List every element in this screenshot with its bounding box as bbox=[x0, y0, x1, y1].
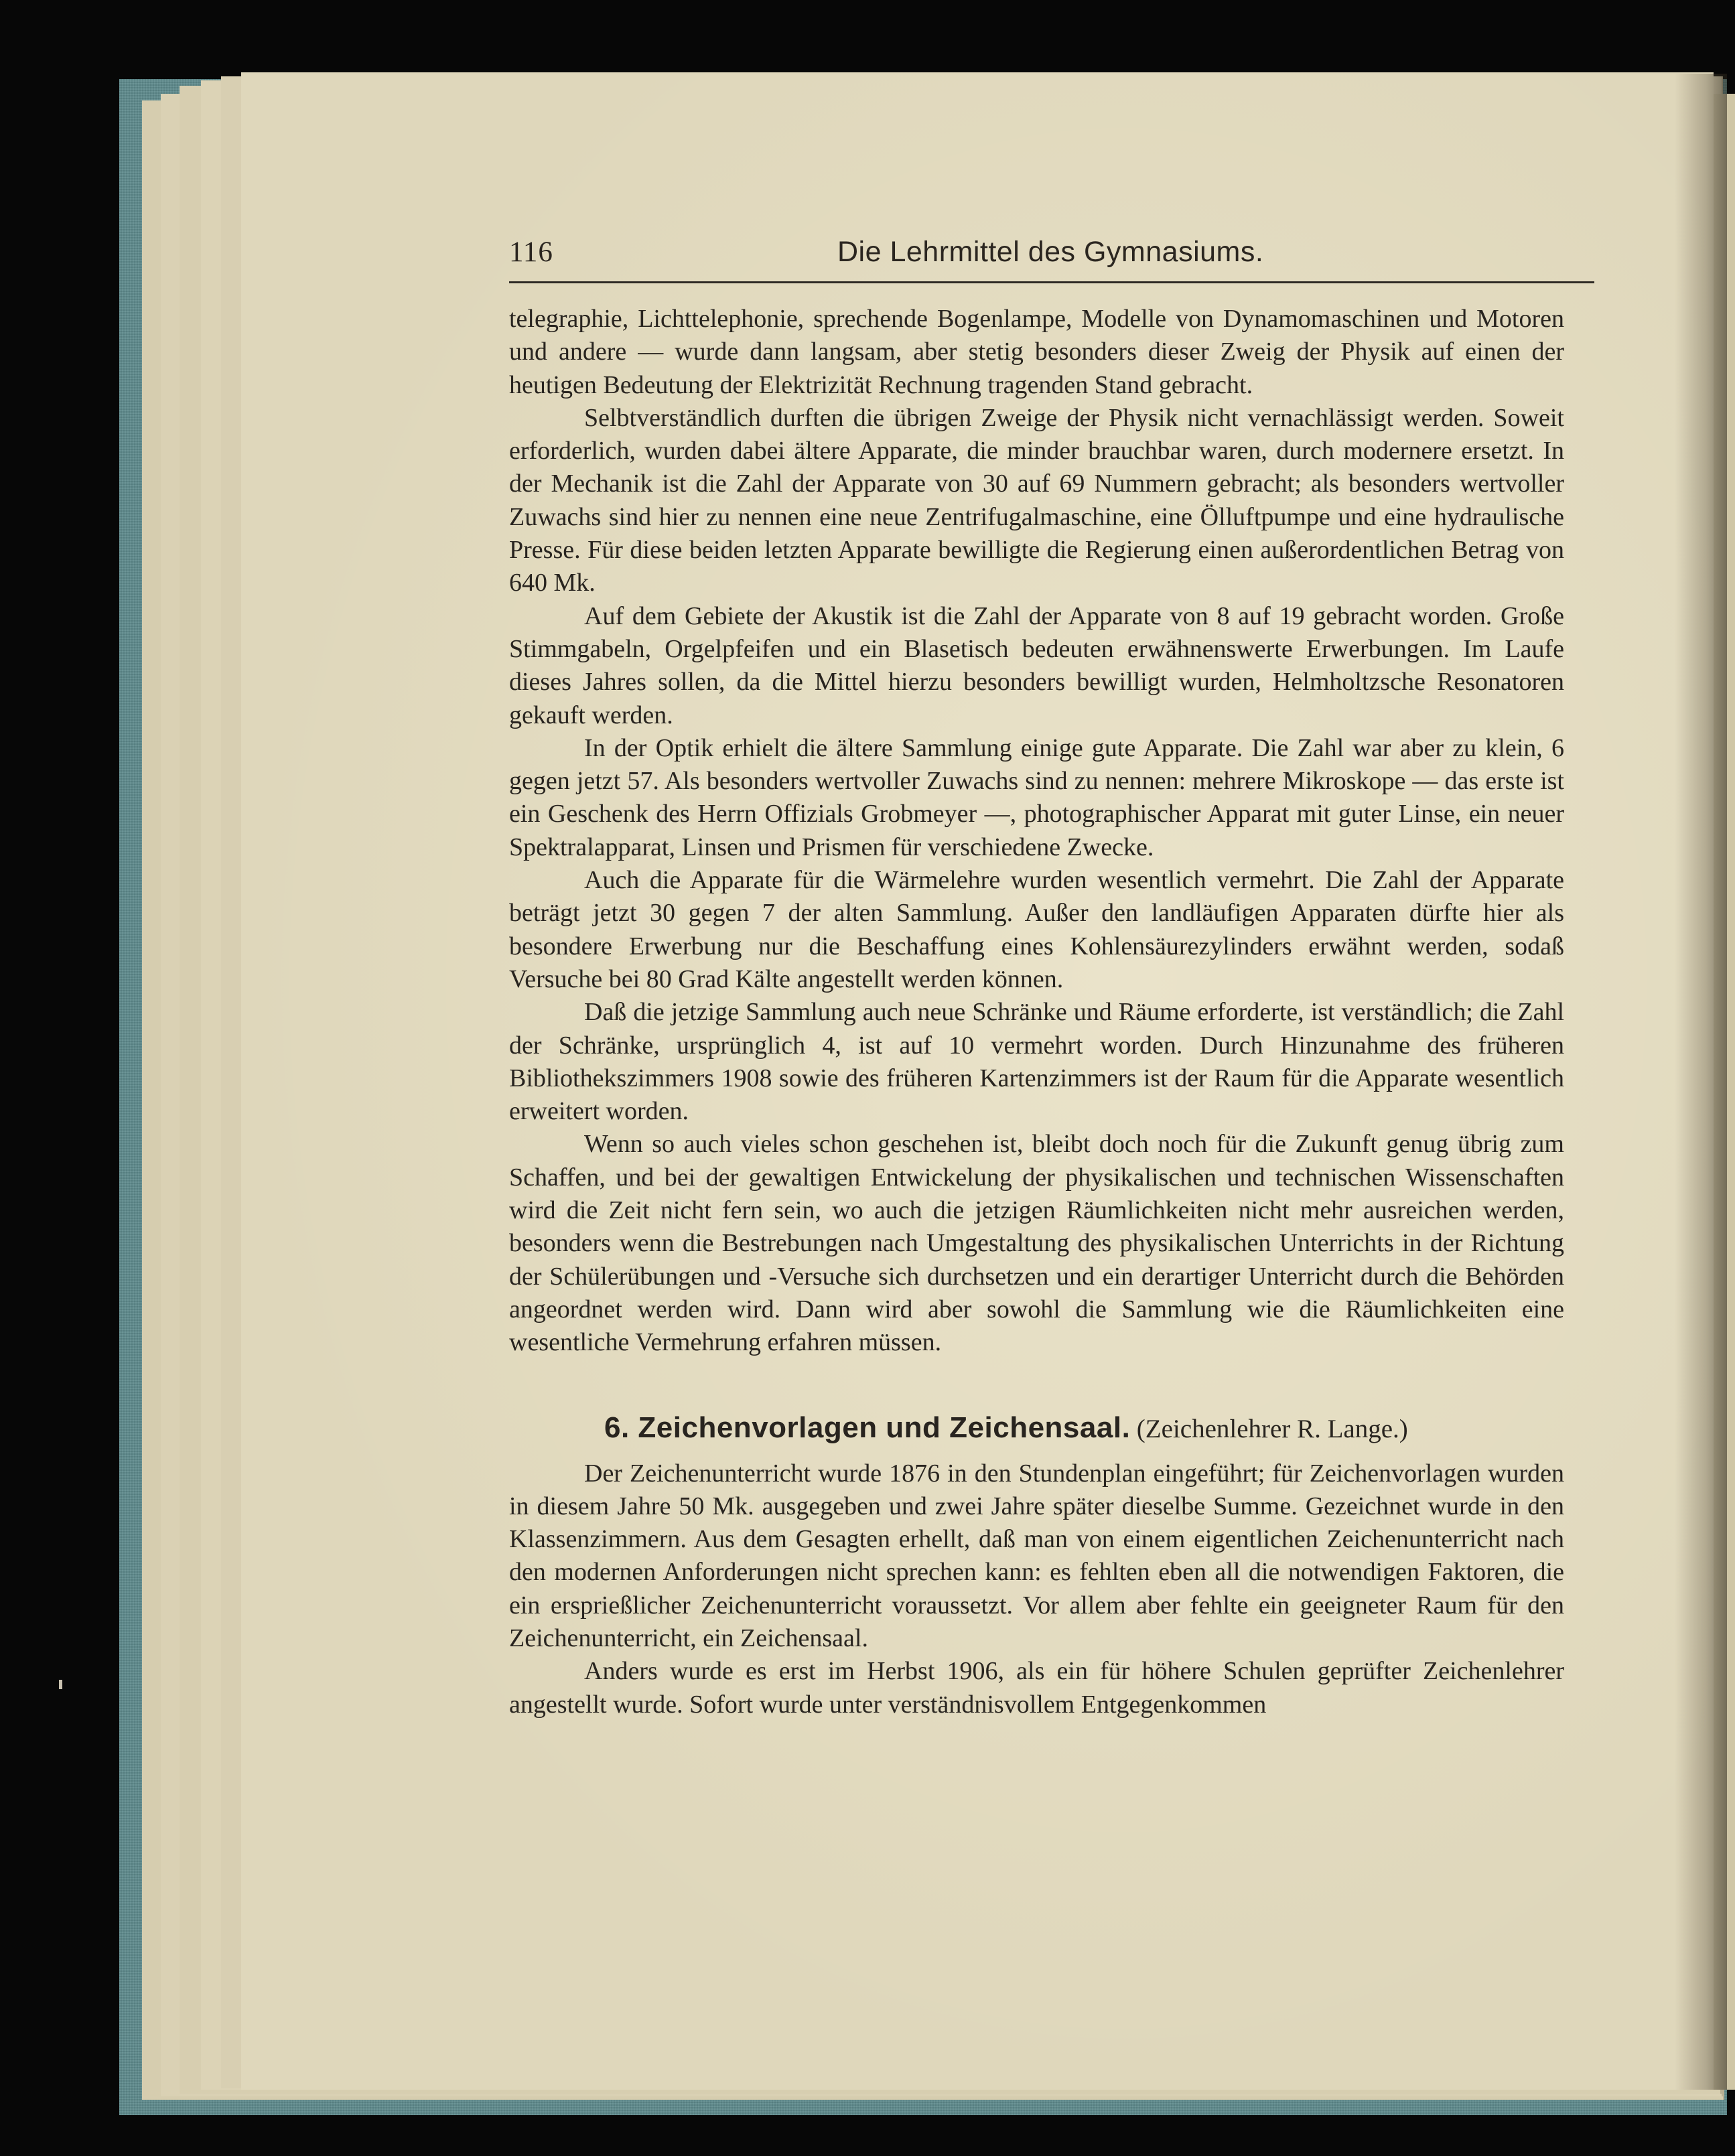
header-rule bbox=[509, 281, 1594, 283]
page-gutter-shadow bbox=[1675, 74, 1727, 2090]
page-number: 116 bbox=[509, 236, 553, 268]
paragraph: Selbtverständlich durften die übrigen Zweige der Physik nicht vernachlässigt werden. Soweit erforderlich, wurden dabei ältere Apparate, die minder brauchbar waren, durch modernere ersetzt. In der Mechanik ist die Zahl der Apparate von 30 auf 69 Nummern gebracht; als besonders wertvoller Zuwachs sind hier zu nennen eine neue Zentrifugalmaschine, eine Ölluftpumpe und eine hydraulische Presse. Für diese beiden letzten Apparate bewilligte die Regierung einen außerordentlichen Betrag von 640 Mk. bbox=[509, 403, 1564, 597]
section-title: 6. Zeichenvorlagen und Zeichensaal. bbox=[604, 1411, 1131, 1444]
paragraph: Auf dem Gebiete der Akustik ist die Zahl der Apparate von 8 auf 19 gebracht worden. Große Stimmgabeln, Orgelpfeifen und ein Blasetisch bedeuten erwähnenswerte Erwerbungen. Im Laufe dieses Jahres sollen, da die Mittel hierzu besonders bewilligt wurden, Helmholtzsche Resonatoren gekauft werden. bbox=[509, 601, 1564, 729]
dust-speck bbox=[59, 1680, 62, 1689]
paragraph: telegraphie, Lichttelephonie, sprechende Bogenlampe, Modelle von Dynamomaschinen und Motoren und andere — wurde dann langsam, aber stetig besonders dieser Zweig der Physik auf einen der heutigen Bedeutung der Elektrizität Rechnung tragenden Stand gebracht. bbox=[509, 305, 1564, 399]
section-heading bbox=[509, 1408, 1564, 1449]
paragraph: In der Optik erhielt die ältere Sammlung einige gute Apparate. Die Zahl war aber zu klein, 6 gegen jetzt 57. Als besonders wertvoller Zuwachs sind zu nennen: mehrere Mikroskope — das erste ist ein Geschenk des Herrn Offizials Grobmeyer —, photographischer Apparat mit guter Linse, ein neuer Spektralapparat, Linsen und Prismen für verschiedene Zwecke. bbox=[509, 733, 1564, 861]
running-head: Die Lehrmittel des Gymnasiums. bbox=[837, 236, 1264, 268]
paragraph: Auch die Apparate für die Wärmelehre wurden wesentlich vermehrt. Die Zahl der Apparate beträgt jetzt 30 gegen 7 der alten Sammlung. Außer den landläufigen Apparaten dürfte hier als besondere Erwerbung nur die Beschaffung eines Kohlensäurezylinders erwähnt werden, sodaß Versuche bei 80 Grad Kälte angestellt werden können. bbox=[509, 866, 1564, 993]
page-header bbox=[509, 236, 1594, 276]
paragraph: Anders wurde es erst im Herbst 1906, als ein für höhere Schulen geprüfter Zeichenlehrer angestellt wurde. Sofort wurde unter verständnisvollem Entgegenkommen bbox=[509, 1657, 1564, 1719]
paragraph: Der Zeichenunterricht wurde 1876 in den Stundenplan eingeführt; für Zeichenvorlagen wurden in diesem Jahre 50 Mk. ausgegeben und zwei Jahre später dieselbe Summe. Gezeichnet wurde in den Klassenzimmern. Aus dem Gesagten erhellt, daß man von einem eigentlichen Zeichenunterricht nach den modernen Anforderungen nicht sprechen kann: es fehlten eben all die notwendigen Faktoren, die ein ersprießlicher Zeichenunterricht voraussetzt. Vor allem aber fehlte ein geeigneter Raum für den Zeichenunterricht, ein Zeichensaal. bbox=[509, 1459, 1564, 1652]
body-text bbox=[509, 303, 1564, 1721]
paragraph: Wenn so auch vieles schon geschehen ist, bleibt doch noch für die Zukunft genug übrig zum Schaffen, und bei der gewaltigen Entwickelung der physikalischen und technischen Wissenschaften wird die Zeit nicht fern sein, wo auch die jetzigen Räumlichkeiten nicht mehr ausreichen werden, besonders wenn die Bestrebungen nach Umgestaltung des physikalischen Unterrichts in der Richtung der Schülerübungen und -Versuche sich durchsetzen und ein derartiger Unterricht durch die Behörden angeordnet werden wird. Dann wird aber sowohl die Sammlung wie die Räumlichkeiten eine wesentliche Vermehrung erfahren müssen. bbox=[509, 1130, 1564, 1357]
section-credit: (Zeichenlehrer R. Lange.) bbox=[1136, 1414, 1408, 1443]
paragraph: Daß die jetzige Sammlung auch neue Schränke und Räume erforderte, ist verständlich; die Zahl der Schränke, ursprünglich 4, ist auf 10 vermehrt worden. Durch Hinzunahme des früheren Bibliothekszimmers 1908 sowie des früheren Kartenzimmers ist der Raum für die Apparate wesentlich erweitert worden. bbox=[509, 998, 1564, 1126]
